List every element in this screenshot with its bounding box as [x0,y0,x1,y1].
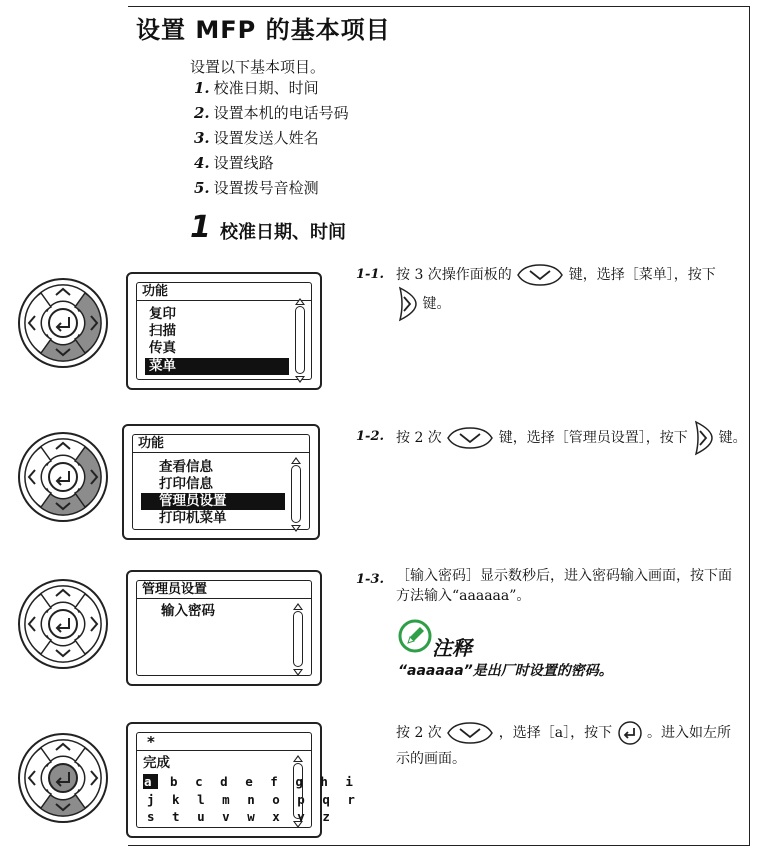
intro-text: 设置以下基本项目。 [190,58,326,76]
enter-key-icon [617,720,643,746]
scrollbar[interactable] [293,763,303,819]
lcd-header: 功能 [133,435,309,453]
done-item[interactable]: 完成 [143,755,170,771]
scrollbar[interactable] [293,611,303,667]
menu-item[interactable]: 打印机菜单 [159,510,227,526]
step-number: 1-3. [356,572,385,587]
step-text: ［输入密码］显示数秒后，进入密码输入画面，按下面 方法输入“aaaaaa”。 [396,568,732,604]
menu-item[interactable]: 查看信息 [159,459,213,475]
section-title: 校准日期、时间 [220,222,346,243]
lcd-screen-2 [122,424,320,540]
lcd-header: * [137,733,311,751]
selected-key: a [144,774,157,789]
lcd-screen-1 [126,272,322,390]
nav-pad-icon [17,732,109,824]
section-number: 1 [190,210,211,245]
lcd-screen-4 [126,722,360,838]
keyboard-row[interactable]: j k l m n o p q r [147,792,360,807]
intro-list [194,78,349,203]
lcd-header: 功能 [137,283,311,301]
menu-item[interactable]: 打印信息 [159,476,213,492]
scrollbar[interactable] [295,306,305,374]
keyboard-row[interactable]: s t u v w x y z [147,809,335,824]
step-number: 1-2. [356,429,385,444]
note-title: 注释 [432,636,472,660]
list-item: 1. 校准日期、时间 [194,79,319,97]
scrollbar[interactable] [291,465,301,523]
right-key-icon [396,286,418,322]
menu-item[interactable]: 扫描 [149,323,176,339]
list-item: 2. 设置本机的电话号码 [194,104,349,122]
up-down-key-icon [516,264,564,286]
menu-item-selected[interactable]: 管理员设置 [141,493,285,510]
keyboard-row[interactable]: a b c d e f g h i [144,774,358,789]
lcd-screen-3 [126,570,322,686]
nav-pad-icon [17,578,109,670]
lcd-header: 管理员设置 [137,581,311,599]
nav-pad-icon [17,277,109,369]
page-title: 设置 MFP 的基本项目 [136,16,391,44]
note-pencil-icon [398,619,432,653]
list-item: 3. 设置发送人姓名 [194,129,319,147]
menu-item[interactable]: 传真 [149,340,176,356]
step-text: 按 2 次 键，选择［管理员设置］，按下 键。 [396,420,758,456]
step-text: 按 3 次操作面板的 键，选择［菜单］，按下 键。 [396,264,741,322]
step-text: 按 2 次 ，选择［a］，按下 。进入如左所 示的画面。 [396,720,748,772]
list-item: 4. 设置线路 [194,154,274,172]
menu-item-selected[interactable]: 菜单 [145,358,289,375]
nav-pad-icon [17,431,109,523]
right-key-icon [692,420,714,456]
note-text: “aaaaaa”是出厂时设置的密码。 [398,663,613,679]
menu-item[interactable]: 输入密码 [161,603,215,619]
menu-item[interactable]: 复印 [149,306,176,322]
up-down-key-icon [446,722,494,744]
up-down-key-icon [446,427,494,449]
step-number: 1-1. [356,267,385,282]
list-item: 5. 设置拨号音检测 [194,179,319,197]
